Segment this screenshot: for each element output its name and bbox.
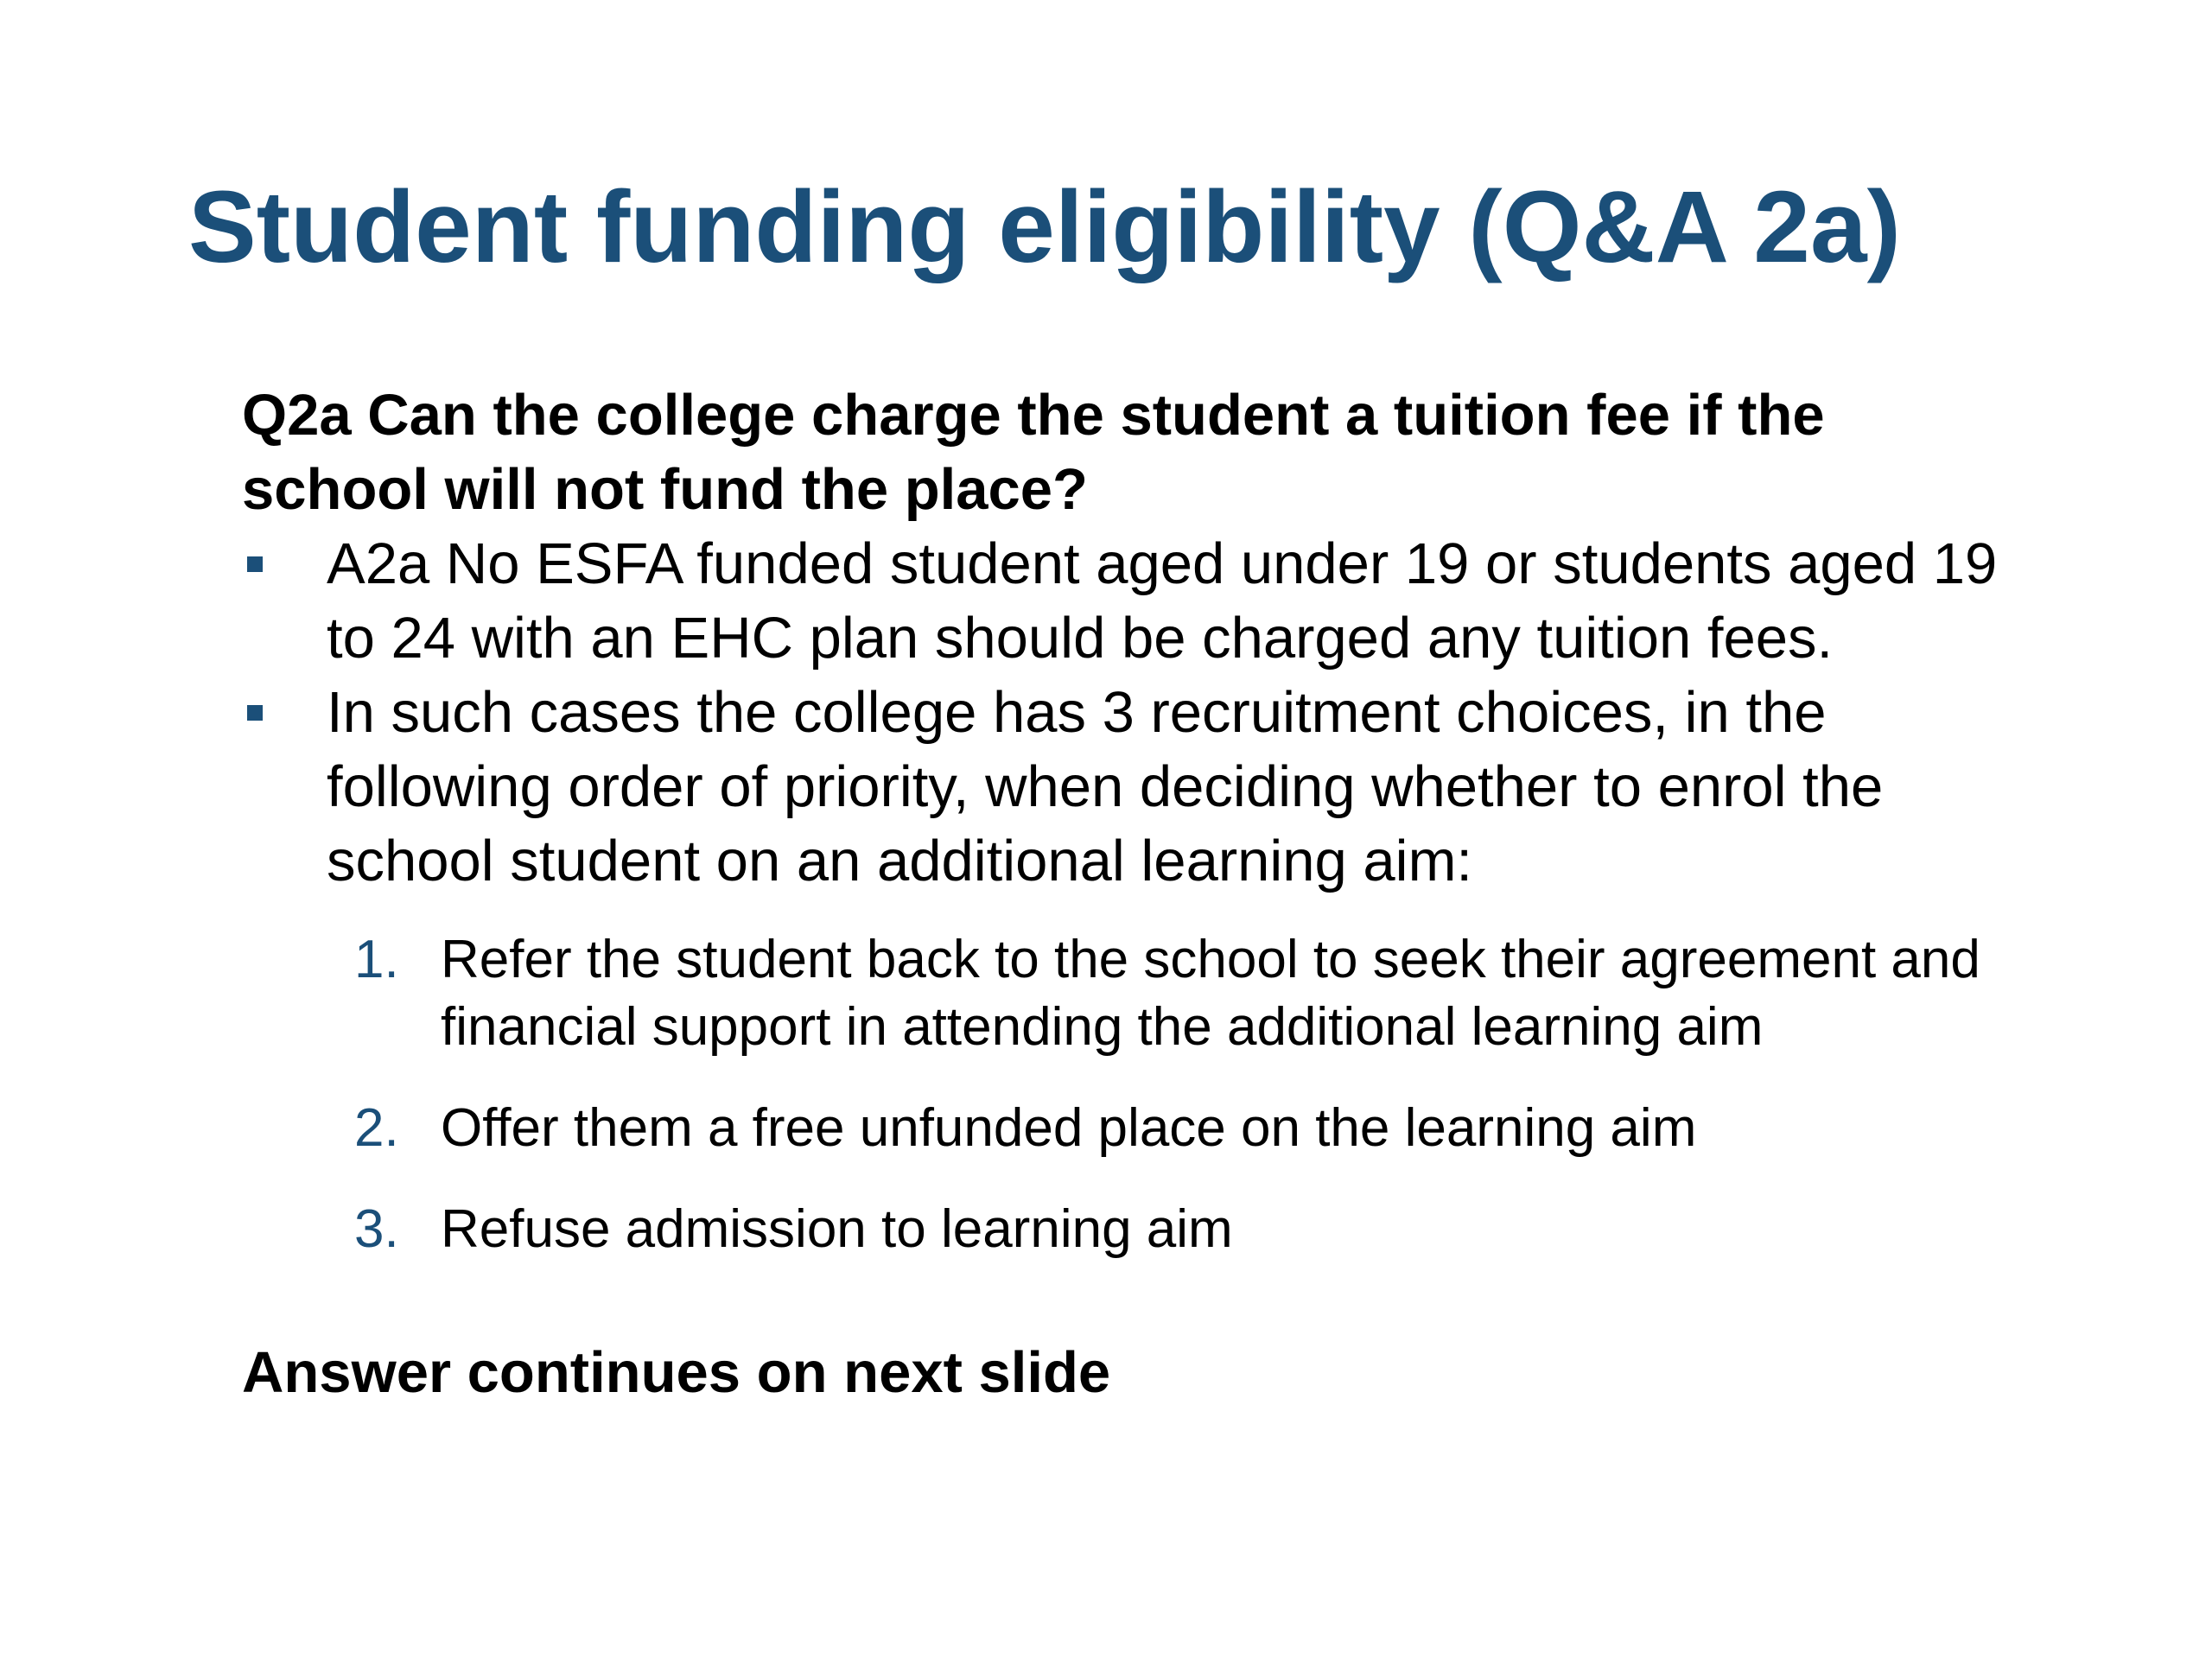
choice-item <box>354 1196 2005 1263</box>
choice-text: Refer the student back to the school to seek their agreement and financial support in attending the additional learning aim <box>441 930 1980 1057</box>
choice-text: Offer them a free unfunded place on the learning aim <box>441 1098 1697 1158</box>
bullet-item <box>242 676 2005 899</box>
bullet-text: In such cases the college has 3 recruitment choices, in the following order of priority, when deciding whether to enrol the school student on an additional learning aim: <box>327 680 1884 893</box>
choice-item <box>354 926 2005 1061</box>
question-text: Q2a Can the college charge the student a tuition fee if the school will not fund the place? <box>242 383 1825 522</box>
choice-number: 1. <box>354 930 399 989</box>
bullet-text: A2a No ESFA funded student aged under 19 or students aged 19 to 24 with an EHC plan should be charged any tuition fees. <box>327 531 1998 671</box>
choice-number: 2. <box>354 1098 399 1158</box>
slide-title: Student funding eligibility (Q&A 2a) <box>188 170 1901 284</box>
choice-text: Refuse admission to learning aim <box>441 1199 1233 1259</box>
recruitment-choices-list <box>242 926 2005 1263</box>
choice-item <box>354 1095 2005 1162</box>
square-bullet-icon <box>247 556 263 572</box>
answer-bullet-list <box>242 527 2005 899</box>
bullet-item <box>242 527 2005 676</box>
square-bullet-icon <box>247 705 263 721</box>
continuation-note: Answer continues on next slide <box>242 1340 1111 1405</box>
slide-content <box>242 378 2005 1410</box>
choice-number: 3. <box>354 1199 399 1259</box>
